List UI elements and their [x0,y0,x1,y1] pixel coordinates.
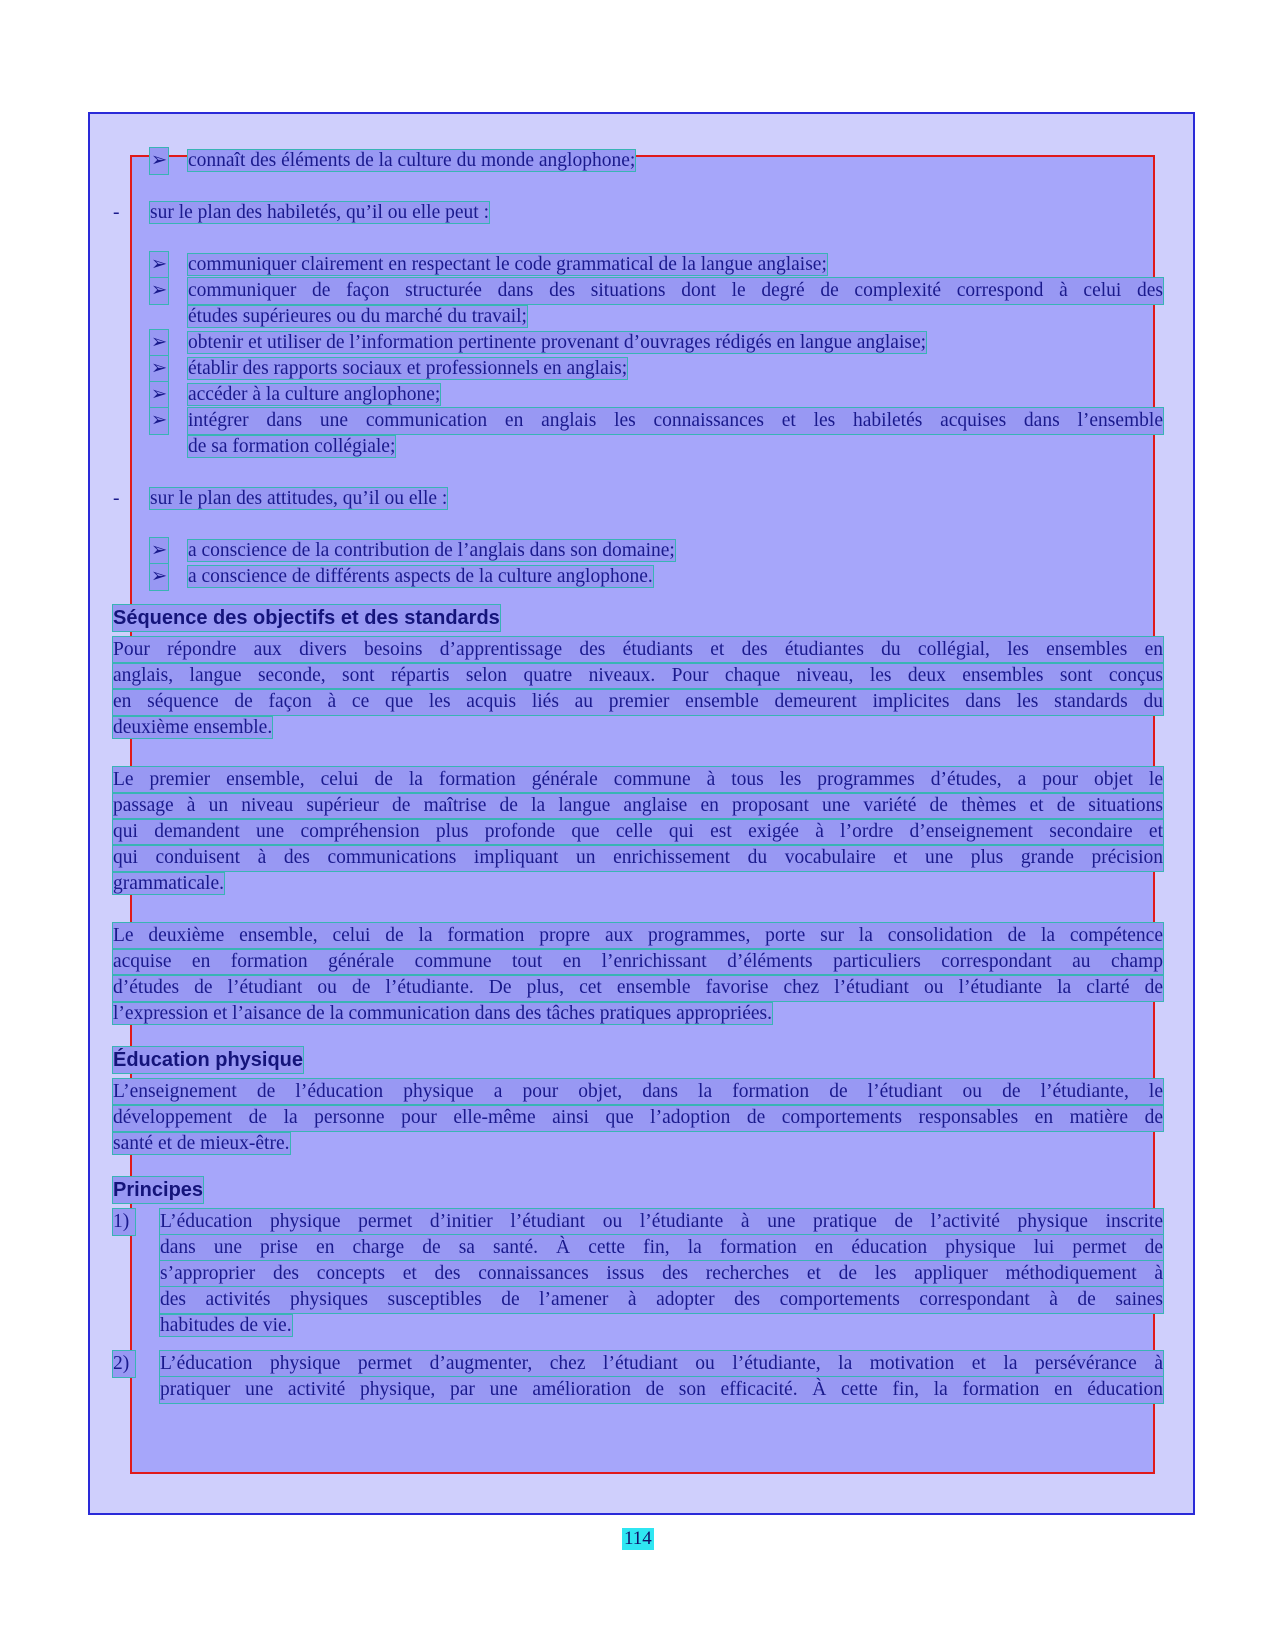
arrow-bullet-icon: ➢ [150,356,168,382]
bullet-item [113,252,1163,278]
bullet-item [113,564,1163,590]
paragraph-line: Le premier ensemble, celui de la formation générale commune à tous les programmes d’études, a pour objet le [113,767,1163,793]
paragraph-line: Le deuxième ensemble, celui de la formation propre aux programmes, porte sur la consolidation de la compétence [113,923,1163,949]
paragraph-line: anglais, langue seconde, sont répartis selon quatre niveaux. Pour chaque niveau, les deux ensembles sont conçus [113,663,1163,689]
paragraph-line: grammaticale. [113,873,224,894]
paragraph-line: développement de la personne pour elle-même ainsi que l’adoption de comportements responsables en matière de [113,1105,1163,1131]
dash-bullet-icon: - [113,488,120,509]
bullet-item [113,356,1163,382]
bullet-text: connaît des éléments de la culture du monde anglophone; [188,150,636,171]
arrow-bullet-icon: ➢ [150,330,168,356]
paragraph-line: acquise en formation générale commune tout en l’enrichissant d’éléments particuliers correspondant au champ [113,949,1163,975]
item-number: 2) [113,1351,135,1377]
numbered-item-text: pratiquer une activité physique, par une amélioration de son efficacité. À cette fin, la formation en éducation [160,1377,1163,1403]
paragraph-line: en séquence de façon à ce que les acquis liés au premier ensemble demeurent implicites dans les standards du [113,689,1163,715]
bullet-text: établir des rapports sociaux et professionnels en anglais; [188,358,628,379]
section-heading-sequence: Séquence des objectifs et des standards [113,607,500,629]
arrow-bullet-icon: ➢ [150,148,168,174]
bullet-text: de sa formation collégiale; [188,436,396,457]
numbered-item-text: dans une prise en charge de sa santé. À cette fin, la formation en éducation physique lui permet de [160,1235,1163,1261]
bullet-text: obtenir et utiliser de l’information pertinente provenant d’ouvrages rédigés en langue anglaise; [188,332,927,353]
numbered-item-text: L’éducation physique permet d’augmenter, chez l’étudiant ou l’étudiante, la motivation et la persévérance à [160,1351,1163,1377]
numbered-item-text: L’éducation physique permet d’initier l’étudiant ou l’étudiante à une pratique de l’activité physique inscrite [160,1209,1163,1235]
paragraph-line: qui demandent une compréhension plus profonde que celle qui est exigée à l’ordre d’enseignement secondaire et [113,819,1163,845]
arrow-bullet-icon: ➢ [150,408,168,434]
numbered-item-2 [113,1351,1163,1377]
bullet-text: communiquer de façon structurée dans des situations dont le degré de complexité correspond à celui des [188,278,1163,304]
bullet-item [113,408,1163,434]
bullet-text-continuation [113,304,1163,330]
dash-item-attitudes [113,486,1163,512]
paragraph-line: deuxième ensemble. [113,717,273,738]
paragraph-line: Pour répondre aux divers besoins d’apprentissage des étudiants et des étudiantes du collégial, les ensembles en [113,637,1163,663]
bullet-text: études supérieures ou du marché du travail; [188,306,527,327]
arrow-bullet-icon: ➢ [150,564,168,590]
page-number: 114 [624,1528,652,1549]
bullet-text: communiquer clairement en respectant le code grammatical de la langue anglaise; [188,254,827,275]
bullet-item [113,330,1163,356]
numbered-item-1 [113,1209,1163,1235]
bullet-item [113,148,1163,174]
bullet-text: a conscience de la contribution de l’anglais dans son domaine; [188,540,675,561]
bullet-text: intégrer dans une communication en anglais les connaissances et les habiletés acquises dans l’ensemble [188,408,1163,434]
dash-item-label: sur le plan des habiletés, qu’il ou elle peut : [150,202,489,223]
arrow-bullet-icon: ➢ [150,538,168,564]
section-heading-principes: Principes [113,1179,204,1201]
arrow-bullet-icon: ➢ [150,278,168,304]
arrow-bullet-icon: ➢ [150,382,168,408]
document-body [113,148,1163,1403]
paragraph-line: d’études de l’étudiant ou de l’étudiante. De plus, cet ensemble favorise chez l’étudiant ou l’étudiante la clarté de [113,975,1163,1001]
dash-bullet-icon: - [113,202,120,223]
bullet-text-continuation [113,434,1163,460]
item-number: 1) [113,1209,135,1235]
section-heading-education-physique: Éducation physique [113,1049,304,1071]
numbered-item-text: des activités physiques susceptibles de l’amener à adopter des comportements correspondant à de saines [160,1287,1163,1313]
paragraph-line: santé et de mieux-être. [113,1133,290,1154]
numbered-item-text: s’approprier des concepts et des connaissances issus des recherches et de les appliquer méthodiquement à [160,1261,1163,1287]
dash-item-label: sur le plan des attitudes, qu’il ou elle : [150,488,448,509]
bullet-text: a conscience de différents aspects de la culture anglophone. [188,566,653,587]
paragraph-line: qui conduisent à des communications impliquant un enrichissement du vocabulaire et une plus grande précision [113,845,1163,871]
paragraph-line: l’expression et l’aisance de la communication dans des tâches pratiques appropriées. [113,1003,772,1024]
bullet-item [113,538,1163,564]
numbered-item-text: habitudes de vie. [160,1315,292,1336]
paragraph-line: L’enseignement de l’éducation physique a pour objet, dans la formation de l’étudiant ou de l’étudiante, le [113,1079,1163,1105]
bullet-item [113,278,1163,304]
arrow-bullet-icon: ➢ [150,252,168,278]
bullet-text: accéder à la culture anglophone; [188,384,441,405]
bullet-item [113,382,1163,408]
dash-item-habiletes [113,200,1163,226]
paragraph-line: passage à un niveau supérieur de maîtrise de la langue anglaise en proposant une variété de thèmes et de situations [113,793,1163,819]
